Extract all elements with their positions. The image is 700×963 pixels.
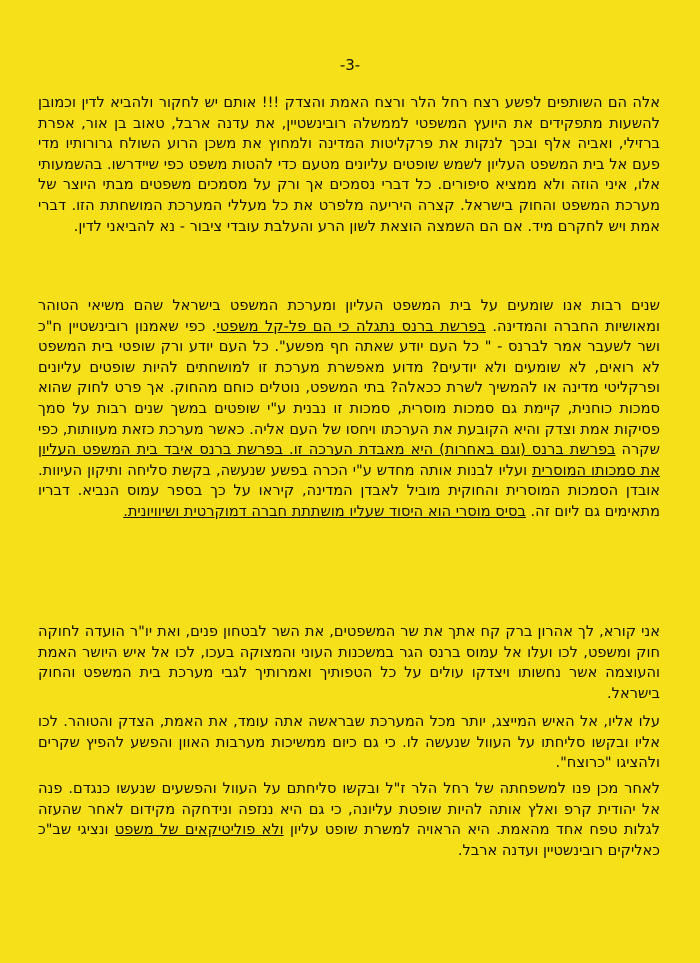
paragraph-segment: אלה הם השותפים לפשע רצח רחל הלר ורצח האמת והצדק !!! אותם יש לחקור ולהביא לדין וכמובן להשעות מתפקידים את היועץ המשפטי לממשלה רובינשטיין, את עדנה ארבל, טאוב בן אור, אפרת ברזילי, ואביה אלף ובכך לנקות את פרקליטות המדינה ולמחוץ את משכן הרוע השולח גרורותיו מדי פעם אל בית המשפט העליון לשמש שופטים עליונים מטעם כדי להטות משפט כפי שיידרשו. בהשמעותי אלו, איני הוזה ולא ממציא סיפורים. כל דברי נסמכים אך ורק על מסמכים משפטים מבתי היוצר של מערכת המשפט והחוק בישראל. קצרה היריעה מלפרט את כל מעללי המערכת המושחתת הזו. דברי אמת ויש לחקרם מיד. אם הם השמצה הוצאת לשון הרע והעלבת עובדי ציבור - נא להביאני לדין. xyxy=(38,94,660,235)
paragraph-go-to-him xyxy=(38,712,660,774)
underlined-segment: ולא פוליטיקאים של משפט xyxy=(114,821,284,839)
paragraph-call-to-barak xyxy=(38,622,660,704)
paragraph-segment: ונציגי שב"כ כאליקים רובינשטיין ועדנה ארבל. xyxy=(38,821,660,859)
paragraph-segment: לאחר מכן פנו למשפחתה של רחל הלר ז"ל ובקשו סליחתם על העוול והפשעים שנעשו כנגדם. פנה אל יהודית קרפ ואלץ אותה להיות שופטת עליונה, כי גם היא ננזפה ונידחקה מקידום לאחר שהעזה לגלות טפח אחד מהאמת. היא הראויה למשרת שופט עליון xyxy=(38,780,660,839)
paragraph-segment: שנים רבות אנו שומעים על בית המשפט העליון ומערכת המשפט בישראל שהם משיאי הטוהר ומאושיות החברה והמדינה. xyxy=(38,297,661,335)
underlined-segment: בפרשת ברנס (וגם באחרות) היא מאבדת הערכה זו. בפרשת ברנס איבד בית המשפט העליון את סמכותו המוסרית xyxy=(38,441,660,479)
paragraph-supreme-court xyxy=(38,296,660,523)
paragraph-segment: אני קורא, לך אהרון ברק קח אתך את שר המשפטים, את השר לבטחון פנים, ואת יו"ר הועדה לחוקה חוק ומשפט, לכו ועלו אל עמוס ברנס הגר במשכנות העוני והמצוקה בעכו, לכו אל איש היושר האמת והעוצמה אשר נחשותו ויצדקו עולים על כל הטפותיך ואמרותיך לגבי מערכת בית המשפט והחוק בישראל. xyxy=(38,623,660,702)
underlined-segment: בסיס מוסרי הוא היסוד שעליו מושתתת חברה דמוקרטית ושיוויונית. xyxy=(123,502,526,520)
paragraph-segment: . כפי שאמנון רובינשטיין ח"כ ושר לשעבר אמר לברנס - " כל העם יודע שאתה חף מפשע". כל העם יודע ורק שופטי בית המשפט לא רואים, לא שומעים ולא יודעים? מדוע מאפשרת מערכת זו למושחתים להיות שופטים עליונים ופרקליטי מדינה או להמשיך לשרת ככאלה? בתי המשפט, נוטלים כוחם מהחוק. אך פרט לחוק שהוא סמכות כוחנית, קיימת גם סמכות מוסרית, סמכות זו נבנית ע"י שופטים במשך שנים רבות על סמך פסיקות אמת וצדק והיא הקובעת את הערכתו ויחסו של העם אליה. כאשר מערכת כזאת מעוותות, כפי שקרה xyxy=(38,317,660,459)
paragraph-accomplices xyxy=(38,93,660,237)
page-number: -3- xyxy=(339,56,361,74)
paragraph-segment: ועליו לבנות אותה מחדש ע"י הכרה בפשע שנעשה, בקשת סליחה ותיקון העיוות. אובדן הסמכות המוסרית והחוקית מוביל לאבדן המדינה, קיראו על כך בספר עמוס הנביא. דבריו מתאימים גם ליום זה. xyxy=(38,461,660,520)
paragraph-segment: עלו אליו, אל האיש המייצג, יותר מכל המערכת שבראשה אתה עומד, את האמת, הצדק והטוהר. לכו אליו ובקשו סליחתו על העוול שנעשה לו. כי גם כיום ממשיכות מערבות האוון והפשע להפיץ שקרים ולהציגו "כרוצח". xyxy=(38,713,660,772)
underlined-segment: בפרשת ברנס נתגלה כי הם פל-קל משפטי xyxy=(216,317,486,335)
paragraph-heller-family xyxy=(38,779,660,861)
